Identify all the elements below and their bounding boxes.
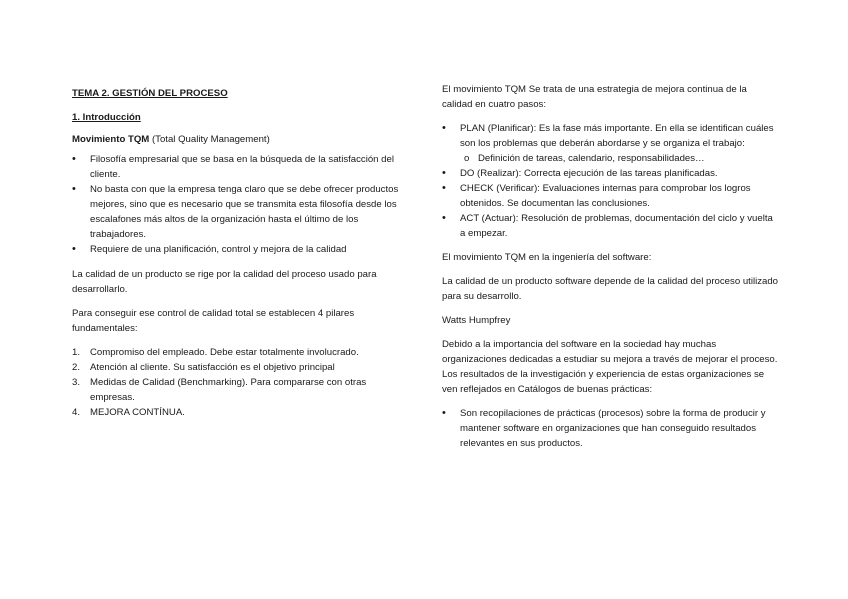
list-item-act: • ACT (Actuar): Resolución de problemas, documentación del ciclo y vuelta a empezar. bbox=[442, 211, 778, 241]
list-text: Compromiso del empleado. Debe estar totalmente involucrado. bbox=[90, 347, 359, 358]
list-number: 3. bbox=[72, 377, 81, 388]
list-item: • Son recopilaciones de prácticas (procesos) sobre la forma de producir y mantener software en organizaciones que han conseguido resultados relevantes en sus productos. bbox=[442, 406, 778, 451]
list-item bbox=[72, 360, 412, 375]
right-column bbox=[442, 82, 778, 451]
list-text: Medidas de Calidad (Benchmarking). Para compararse con otras empresas. bbox=[90, 377, 367, 403]
sub-list-item bbox=[442, 151, 778, 166]
pillars-list bbox=[72, 345, 412, 420]
tqm-bold: Movimiento TQM bbox=[72, 134, 150, 145]
list-text: Atención al cliente. Su satisfacción es el objetivo principal bbox=[90, 362, 335, 373]
watts-paragraph: Debido a la importancia del software en la sociedad hay muchas organizaciones dedicadas a estudiar su mejora a través de mejorar el proceso. Los resultados de la investigación y experiencia de estas organizaciones se ven reflejados en Catálogos de buenas prácticas: bbox=[442, 339, 778, 395]
practices-list bbox=[442, 406, 778, 451]
list-item bbox=[72, 405, 412, 420]
tqm-intro-paragraph: El movimiento TQM Se trata de una estrategia de mejora continua de la calidad en cuatro pasos: bbox=[442, 84, 747, 110]
software-heading: El movimiento TQM en la ingeniería del software: bbox=[442, 252, 652, 263]
intro-title: 1. Introducción bbox=[72, 112, 141, 123]
sub-item-text: Definición de tareas, calendario, responsabilidades… bbox=[478, 153, 705, 164]
list-text: MEJORA CONTÍNUA. bbox=[90, 407, 185, 418]
list-number: 1. bbox=[72, 347, 81, 358]
circle-bullet-icon: o bbox=[464, 153, 470, 164]
list-item: • Requiere de una planificación, control y mejora de la calidad bbox=[72, 242, 412, 257]
list-item: • Filosofía empresarial que se basa en la búsqueda de la satisfacción del cliente. bbox=[72, 152, 412, 182]
quality-paragraph: La calidad de un producto se rige por la calidad del proceso usado para desarrollarlo. bbox=[72, 269, 377, 295]
watts-heading: Watts Humpfrey bbox=[442, 315, 511, 326]
list-item-check: • CHECK (Verificar): Evaluaciones internas para comprobar los logros obtenidos. Se documentan las conclusiones. bbox=[442, 181, 778, 211]
list-number: 2. bbox=[72, 362, 81, 373]
pillars-paragraph: Para conseguir ese control de calidad total se establecen 4 pilares fundamentales: bbox=[72, 308, 355, 334]
list-item bbox=[72, 375, 412, 405]
list-item bbox=[72, 345, 412, 360]
software-paragraph: La calidad de un producto software depende de la calidad del proceso utilizado para su desarrollo. bbox=[442, 276, 779, 302]
tqm-rest: (Total Quality Management) bbox=[149, 134, 270, 145]
tqm-bullet-list bbox=[72, 152, 412, 257]
tema-title: TEMA 2. GESTIÓN DEL PROCESO bbox=[72, 88, 228, 99]
list-item-plan: • PLAN (Planificar): Es la fase más importante. En ella se identifican cuáles son los problemas que deberán abordarse y se organiza el trabajo: bbox=[442, 121, 778, 151]
pdca-list bbox=[442, 121, 778, 241]
list-item-do: • DO (Realizar): Correcta ejecución de las tareas planificadas. bbox=[442, 166, 778, 181]
left-column bbox=[72, 82, 412, 420]
tqm-heading bbox=[72, 132, 412, 147]
list-item: • No basta con que la empresa tenga claro que se debe ofrecer productos mejores, sino que es necesario que se transmita esta filosofía desde los escalafones más altos de la organización hasta el último de los trabajadores. bbox=[72, 182, 412, 242]
list-number: 4. bbox=[72, 407, 81, 418]
